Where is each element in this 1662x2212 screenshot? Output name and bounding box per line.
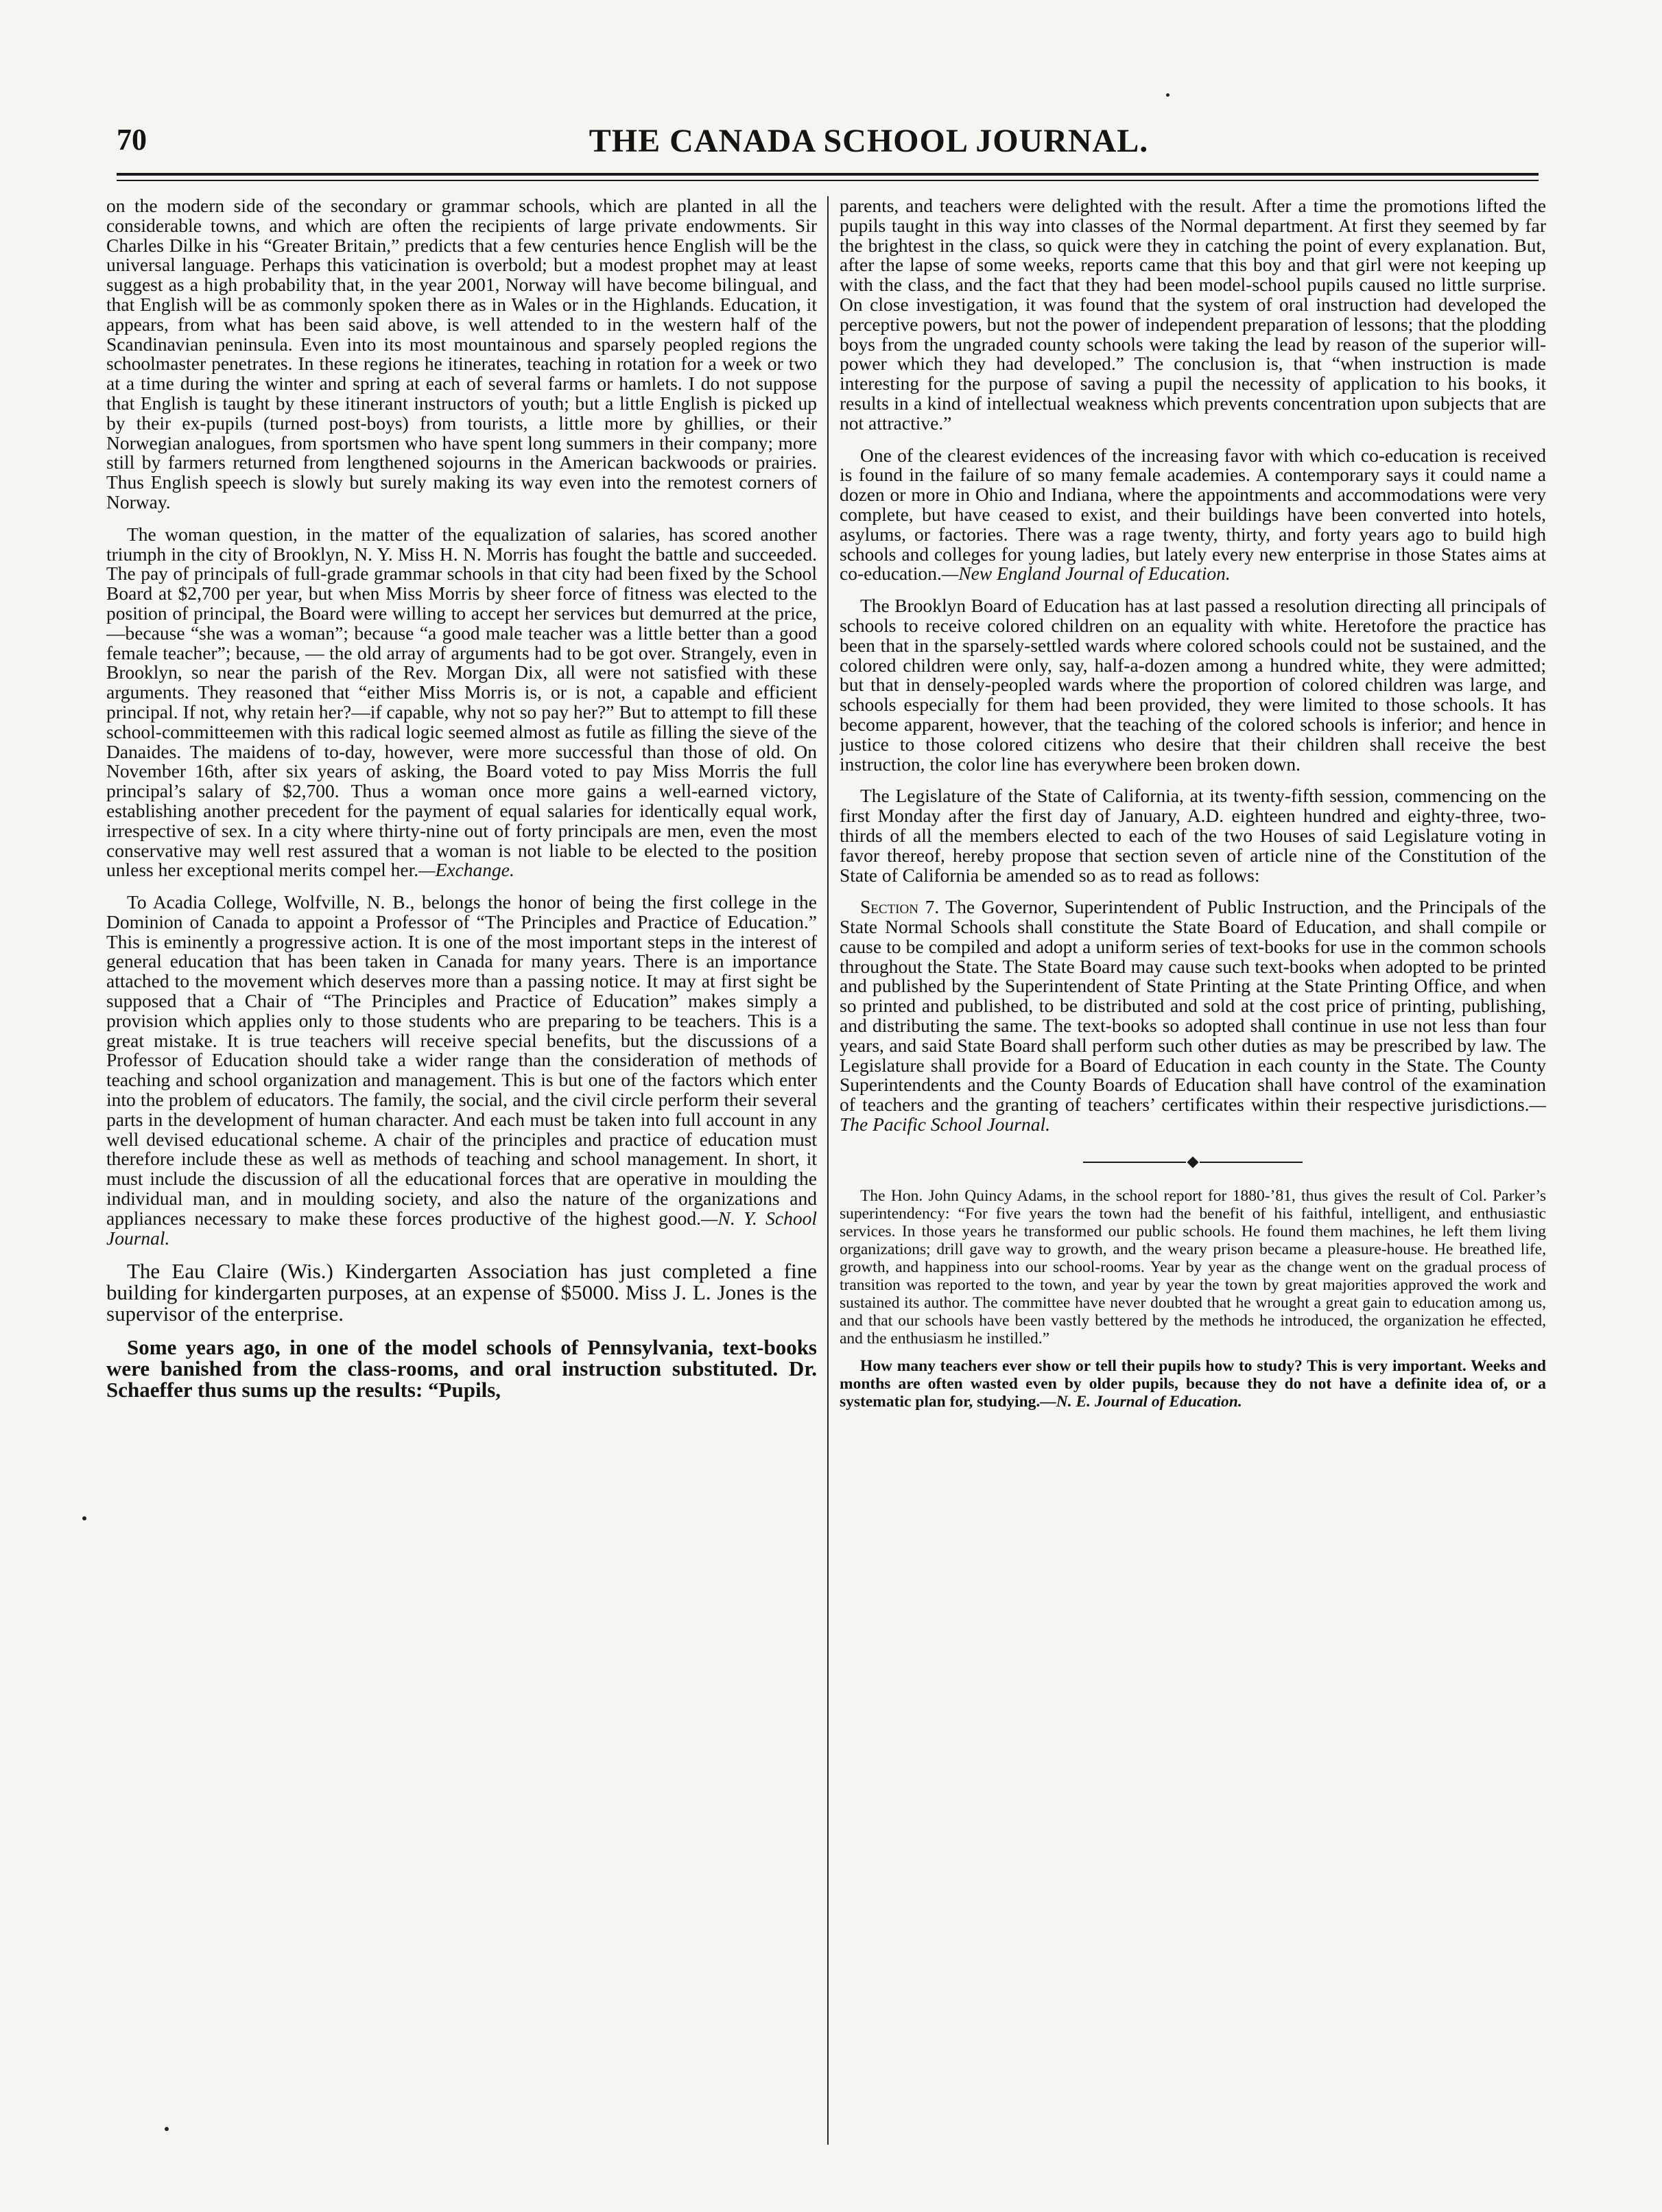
paragraph-john-quincy-adams: The Hon. John Quincy Adams, in the school report for 1880-’81, thus gives the result of Col. Parker’s superintendency: “For five years the town had the benefit of his faithful, intelligent, and enthusiastic services. In those years he transformed our public schools. He found them machines, he left them living organizations; drill gave way to growth, and the weary prison became a pleasure-house. He breathed life, growth, and happiness into our school-rooms. Year by year as the change went on the gradual process of transition was reported to the town, and year by year the town by great majorities approved the work and sustained its author. The committee have never doubted that he wrought a great gain to education among us, and that our schools have been vastly bettered by the methods he introduced, the organization he effected, and the enthusiasm he instilled.” (840, 1186, 1546, 1348)
paragraph-brooklyn-board: The Brooklyn Board of Education has at last passed a resolution directing all principals of schools to receive colored children on an equality with white. Heretofore the practice has been that in the sparsely-settled wards where colored schools could not be sustained, and the colored children were only, say, half-a-dozen among a hundred white, they were admitted; but that in densely-peopled wards where the proportion of colored children was large, and schools especially for them had been provided, they were limited to those schools. It has become apparent, however, that the teaching of the colored schools is inferior; and hence in justice to those colored citizens who desire that their children shall receive the best instruction, the color line has everywhere been broken down. (840, 595, 1546, 775)
paragraph-model-schools: Some years ago, in one of the model schools of Pennsylvania, text-books were banished from the class-rooms, and oral instruction substituted. Dr. Schaeffer thus sums up the results: “Pupils, (106, 1335, 817, 1402)
journal-title: THE CANADA SCHOOL JOURNAL. (589, 123, 1149, 159)
header-rule-thick (117, 173, 1539, 176)
paragraph-acadia-college: To Acadia College, Wolfville, N. B., belongs the honor of being the first college in the Dominion of Canada to appoint a Professor of “The Principles and Practice of Education.” This is eminently a progressive action. It is one of the most important steps in the interest of general education that has been taken in Canada for many years. There is an importance attached to the movement which deserves more than a passing notice. It may at first sight be supposed that a Chair of “The Principles and Practice of Education” makes simply a provision which applies only to those students who are preparing to be teachers. This is a great mistake. It is true teachers will receive special benefits, but the discussions of a Professor of Education should take a wider range than the consideration of methods of teaching and school organization and management. This is but one of the factors which enter into the problem of educators. The family, the social, and the civil circle perform their several parts in the development of human character. And each must be taken into full account in any well devised educational scheme. A chair of the principles and practice of education must therefore include these as well as methods of teaching and school management. In short, it must include the discussion of all the educational forces that are operative in moulding the individual man, and in moulding society, and also the nature of the organizations and appliances necessary to make these forces productive of the highest good.—N. Y. School Journal. (106, 891, 817, 1249)
paragraph-section-seven: Section 7. The Governor, Superintendent of Public Instruction, and the Principals of the State Normal Schools shall constitute the State Board of Education, and shall compile or cause to be compiled and adopt a uniform series of text-books for use in the common schools throughout the State. The State Board may cause such text-books when adopted to be printed and published by the Superintendent of State Printing at the State Printing Office, and when so printed and published, to be distributed and sold at the cost price of printing, publishing, and distributing the same. The text-books so adopted shall continue in use not less than four years, and said State Board shall perform such other duties as may be prescribed by law. The Legislature shall provide for a Board of Education in each county in the State. The County Superintendents and the County Boards of Education shall have control of the examination of teachers and the granting of teachers’ certificates within their respective jurisdictions.—The Pacific School Journal. (840, 896, 1546, 1136)
ink-speck (1166, 93, 1170, 97)
page-number: 70 (117, 123, 147, 156)
right-column (840, 196, 1546, 2172)
header-rule-thin (117, 180, 1539, 181)
source-pacific-school-journal: —The Pacific School Journal. (840, 1094, 1546, 1136)
section-label: Section 7. (860, 896, 940, 918)
paragraph-california-legislature: The Legislature of the State of California, at its twenty-fifth session, commencing on the first Monday after the first day of January, A.D. eighteen hundred and eighty-three, two-thirds of all the members elected to each of the two Houses of said Legislature voting in favor thereof, hereby propose that section seven of article nine of the Constitution of the State of California be amended so as to read as follows: (840, 785, 1546, 886)
ink-speck (165, 2127, 169, 2131)
paragraph-oral-instruction: parents, and teachers were delighted with the result. After a time the promotions lifted the pupils taught in this way into classes of the Normal department. At first they seemed by far the brightest in the class, so quick were they in catching the point of every explanation. But, after the lapse of some weeks, reports came that this boy and that girl were not keeping up with the class, and the fact that they had been model-school pupils caused no little surprise. On close investigation, it was found that the system of oral instruction had developed the perceptive powers, but not the power of independent preparation of lessons; that the plodding boys from the ungraded county schools were taking the lead by reason of the superior will-power which they had developed.” The conclusion is, that “when instruction is made interesting for the purpose of saving a pupil the necessity of application to his books, it results in a kind of intellectual weakness which prevents concentration upon subjects that are not attractive.” (840, 196, 1546, 434)
ink-speck (82, 1516, 86, 1520)
paragraph-kindergarten: The Eau Claire (Wis.) Kindergarten Association has just completed a fine building for kindergarten purposes, at an expense of $5000. Miss J. L. Jones is the supervisor of the enterprise. (106, 1259, 817, 1326)
source-new-england-journal: —New England Journal of Education. (941, 563, 1231, 585)
section-ornament (840, 1155, 1546, 1169)
left-column (106, 196, 817, 2172)
paragraph-english-norway: on the modern side of the secondary or grammar schools, which are planted in all the considerable towns, and which are often the recipients of large private endowments. Sir Charles Dilke in his “Greater Britain,” predicts that a few centuries hence English will be the universal language. Perhaps this vaticination is overbold; but a modest prophet may at least suggest as a high probability that, in the year 2001, Norway will have become bilingual, and that English will be as commonly spoken there as in Wales or in the Highlands. Education, it appears, from what has been said above, is well attended to in the western half of the Scandinavian peninsula. Even into its most mountainous and sparsely peopled regions the schoolmaster penetrates. In these regions he itinerates, teaching in rotation for a week or two at a time during the winter and spring at each of several farms or hamlets. I do not suppose that English is taught by these itinerant instructors of youth; but a little English is picked up by their ex-pupils (turned post-boys) from tourists, a little more by ghillies, or their Norwegian analogues, from sportsmen who have spent long summers in their company; more still by farmers returned from lengthened sojourns in the American backwoods or prairies. Thus English speech is slowly but surely making its way even into the remotest corners of Norway. (106, 196, 817, 513)
paragraph-co-education: One of the clearest evidences of the increasing favor with which co-education is received is found in the failure of so many female academies. A contemporary says it could name a dozen or more in Ohio and Indiana, where the appointments and accommodations were very complete, but have ceased to exist, and their buildings have been converted into hotels, asylums, or factories. There was a rage twenty, thirty, and forty years ago to build high schools and colleges for young ladies, but lately every new enterprise in those States aims at co-education.—New England Journal of Education. (840, 444, 1546, 585)
paragraph-woman-question: The woman question, in the matter of the equalization of salaries, has scored another triumph in the city of Brooklyn, N. Y. Miss H. N. Morris has fought the battle and succeeded. The pay of principals of full-grade grammar schools in that city had been fixed by the School Board at $2,700 per year, but when Miss Morris by sheer force of fitness was elected to the position of principal, the Board were willing to accept her services but demurred at the price,—because “she was a woman”; because “a good male teacher was a little better than a good female teacher”; because, — the old array of arguments had to be got over. Strangely, even in Brooklyn, so near the parish of the Rev. Morgan Dix, all were not satisfied with these arguments. They reasoned that “either Miss Morris is, or is not, a capable and efficient principal. If not, why retain her?—if capable, why not so pay her?” But to attempt to fill these school-committeemen with this radical logic seemed almost as futile as filling the sieve of the Danaides. The maidens of to-day, however, were more successful than those of old. On November 16th, after six years of asking, the Board voted to pay Miss Morris the full principal’s salary of $2,700. Thus a woman once more gains a well-earned victory, establishing another precedent for the payment of equal salaries for identically equal work, irrespective of sex. In a city where thirty-nine out of forty principals are men, even the most conservative may well rest assured that a woman is not liable to be elected to the position unless her exceptional merits compel her.—Exchange. (106, 523, 817, 881)
source-ne-journal: —N. E. Journal of Education. (1040, 1392, 1242, 1411)
paragraph-how-to-study: How many teachers ever show or tell their pupils how to study? This is very important. Weeks and months are often wasted even by older pupils, because they do not have a definite idea of, or a systematic plan for, studying.—N. E. Journal of Education. (840, 1356, 1546, 1411)
small-type-notes (840, 1187, 1546, 1411)
column-divider (827, 196, 829, 2145)
source-exchange: —Exchange. (418, 859, 514, 881)
source-ny-school-journal: —N. Y. School Journal. (106, 1207, 817, 1249)
running-head (117, 122, 1539, 163)
